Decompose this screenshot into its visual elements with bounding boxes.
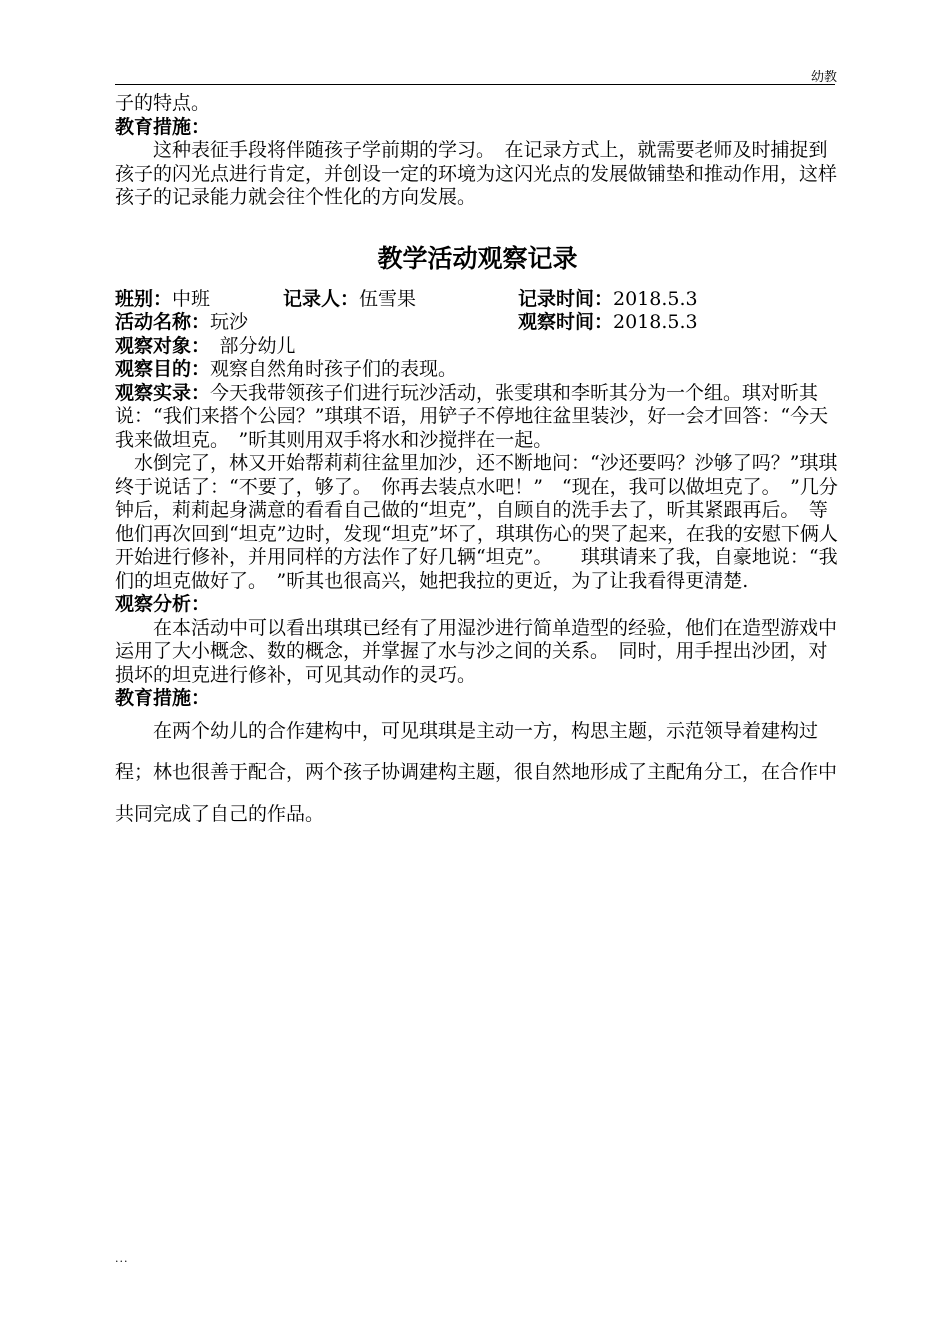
record-title: 教学活动观察记录 [377,243,578,273]
page-header-label: 幼教 [810,70,837,85]
analysis-text: 在本活动中可以看出琪琪已经有了用湿沙进行简单造型的经验，他们在造型游戏中运用了大小概念、数的概念，并掌握了水与沙之间的关系。 同时，用手捏出沙团，对损坏的坦克进行修补，可见其动作的灵巧。 [115,616,838,686]
record-time-label: 记录时间： [518,287,614,310]
record-time-field [518,288,698,312]
purpose-value: 观察自然角时孩子们的表现。 [210,358,458,380]
facts-label: 观察实录： [115,381,211,404]
class-field [115,288,283,312]
purpose-label: 观察目的： [115,358,211,380]
observe-time-value: 2018.5.3 [613,311,698,333]
class-label: 班别： [115,287,173,310]
header-rule [115,84,835,85]
purpose-line [115,358,840,382]
target-label: 观察对象： [115,334,201,357]
class-value: 中班 [172,287,211,310]
observe-time-field [518,311,698,335]
prev-section-tail: 子的特点。 [115,92,211,114]
measures-label: 教育措施： [115,687,211,709]
meta-row-2 [115,311,840,335]
measures-text: 在两个幼儿的合作建构中，可见琪琪是主动一方，构思主题，示范领导着建构过程；林也很善于配合，两个孩子协调建构主题，很自然地形成了主配角分工，在合作中共同完成了自己的作品。 [115,719,838,825]
footer-dots: ... [115,1252,129,1265]
meta-row-1 [115,288,840,312]
target-value: 部分幼儿 [200,334,296,357]
recorder-field [283,288,518,312]
document-body [115,92,840,835]
facts-paragraph [115,382,840,453]
recorder-label: 记录人： [283,287,360,310]
observe-time-label: 观察时间： [518,311,614,333]
prev-measures-text: 这种表征手段将伴随孩子学前期的学习。 在记录方式上，就需要老师及时捕捉到孩子的闪光点进行肯定，并创设一定的环境为这闪光点的发展做铺垫和推动作用，这样孩子的记录能力就会往个性化的方向发展。 [115,139,838,208]
prev-measures-label: 教育措施： [115,115,211,138]
facts-paragraph-2: 水倒完了，林又开始帮莉莉往盆里加沙，还不断地问：“沙还要吗？沙够了吗？”琪琪终于说话了：“不要了，够了。 你再去装点水吧！” “现在，我可以做坦克了。 ”几分钟后，莉莉起身满意的看看自己做的“坦克”，自顾自的洗手去了，昕其紧跟再后。 等他们再次回到“坦克”边时，发现“坦克”坏了，琪琪伤心的哭了起来，在我的安慰下俩人开始进行修补，并用同样的方法作了好几辆“坦克”。 琪琪请来了我，自豪地说：“我们的坦克做好了。 ”昕其也很高兴，她把我拉的更近，为了让我看得更清楚. [115,452,838,592]
activity-field [115,311,518,335]
analysis-label: 观察分析： [115,593,211,615]
activity-value: 玩沙 [210,311,249,333]
record-time-value: 2018.5.3 [613,287,698,310]
facts-text: 今天我带领孩子们进行玩沙活动，张雯琪和李昕其分为一个组。琪对昕其说：“我们来搭个公园？”琪琪不语，用铲子不停地往盆里装沙，好一会才回答：“今天我来做坦克。 ”昕其则用双手将水和沙搅拌在一起。 [115,381,829,451]
recorder-value: 伍雪果 [359,287,417,310]
target-line [115,335,840,359]
activity-label: 活动名称： [115,311,211,333]
